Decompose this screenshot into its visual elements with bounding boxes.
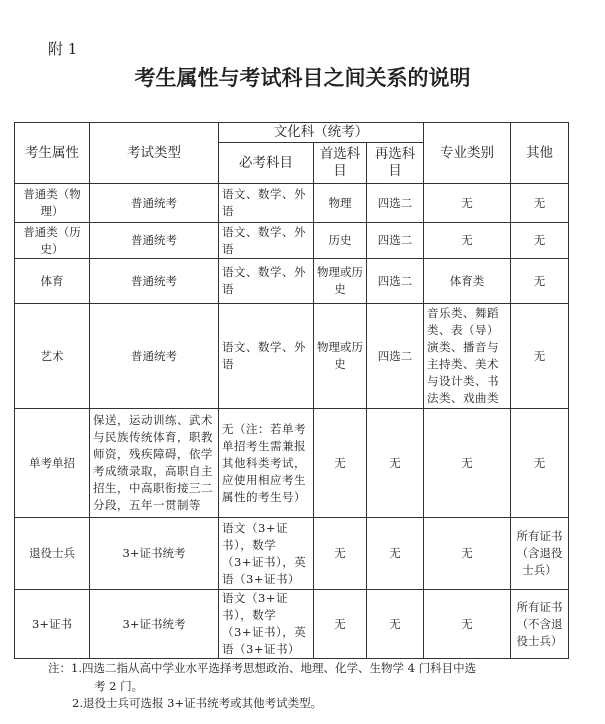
cell-attr: 退役士兵: [15, 518, 90, 590]
cell-required: 语文、数学、外语: [219, 184, 314, 223]
cell-second: 无: [367, 409, 424, 518]
table-row: [15, 590, 569, 659]
header-major: 专业类别: [424, 123, 511, 184]
header-second: 再选科目: [367, 143, 424, 184]
note-2: 2.退役士兵可选报 3+证书统考或其他考试类型。: [72, 696, 323, 710]
cell-major: 无: [424, 409, 511, 518]
cell-attr: 艺术: [15, 304, 90, 409]
cell-required: 语文（3+证书），数学（3+证书），英语（3+证书）: [219, 518, 314, 590]
cell-type: 保送，运动训练、武术与民族传统体育，职教师资，残疾障碍，依学考成绩录取，高职自主招生，中高职衔接三二分段，五年一贯制等: [90, 409, 219, 518]
cell-required: 无（注：若单考单招考生需兼报其他科类考试，应使用相应考生属性的考生号）: [219, 409, 314, 518]
cell-other: 所有证书（含退役士兵）: [511, 518, 569, 590]
cell-attr: 体育: [15, 259, 90, 304]
cell-second: 四选二: [367, 304, 424, 409]
cell-first: 无: [314, 409, 367, 518]
cell-first: 历史: [314, 223, 367, 259]
cell-major: 无: [424, 184, 511, 223]
cell-other: 无: [511, 409, 569, 518]
cell-attr: 普通类（历史）: [15, 223, 90, 259]
cell-first: 无: [314, 518, 367, 590]
header-attr: 考生属性: [15, 123, 90, 184]
cell-required: 语文（3+证书），数学（3+证书），英语（3+证书）: [219, 590, 314, 659]
cell-type: 普通统考: [90, 259, 219, 304]
cell-type: 普通统考: [90, 304, 219, 409]
header-required: 必考科目: [219, 143, 314, 184]
cell-type: 普通统考: [90, 223, 219, 259]
table-row: [15, 184, 569, 223]
cell-required: 语文、数学、外语: [219, 259, 314, 304]
cell-attr: 3+证书: [15, 590, 90, 659]
cell-second: 无: [367, 590, 424, 659]
relation-table: [14, 122, 569, 659]
cell-type: 普通统考: [90, 184, 219, 223]
cell-second: 四选二: [367, 223, 424, 259]
table-row: [15, 518, 569, 590]
cell-other: 无: [511, 184, 569, 223]
note-1-cont: 考 2 门。: [94, 678, 144, 693]
cell-first: 物理或历史: [314, 259, 367, 304]
cell-other: 所有证书（不含退役士兵）: [511, 590, 569, 659]
note-1: 1.四选二指从高中学业水平选择考思想政治、地理、化学、生物学 4 门科目中选: [71, 661, 477, 675]
cell-second: 无: [367, 518, 424, 590]
header-type: 考试类型: [90, 123, 219, 184]
table-row: [15, 223, 569, 259]
table-row: [15, 304, 569, 409]
header-culture: 文化科（统考）: [219, 123, 424, 143]
notes: [48, 660, 476, 713]
cell-first: 无: [314, 590, 367, 659]
cell-attr: 普通类（物理）: [15, 184, 90, 223]
table-row: [15, 409, 569, 518]
cell-other: 无: [511, 259, 569, 304]
cell-second: 四选二: [367, 184, 424, 223]
cell-other: 无: [511, 223, 569, 259]
cell-attr: 单考单招: [15, 409, 90, 518]
notes-prefix: 注：: [48, 661, 71, 675]
cell-type: 3+证书统考: [90, 590, 219, 659]
cell-first: 物理或历史: [314, 304, 367, 409]
cell-required: 语文、数学、外语: [219, 223, 314, 259]
page-title: 考生属性与考试科目之间关系的说明: [134, 66, 471, 90]
cell-major: 无: [424, 518, 511, 590]
header-first: 首选科目: [314, 143, 367, 184]
cell-major: 音乐类、舞蹈类、表（导）演类、播音与主持类、美术与设计类、书法类、戏曲类: [424, 304, 511, 409]
cell-type: 3+证书统考: [90, 518, 219, 590]
cell-major: 无: [424, 590, 511, 659]
cell-major: 无: [424, 223, 511, 259]
cell-required: 语文、数学、外语: [219, 304, 314, 409]
appendix-label: 附 1: [48, 40, 78, 58]
cell-second: 四选二: [367, 259, 424, 304]
cell-first: 物理: [314, 184, 367, 223]
table-row: [15, 259, 569, 304]
cell-major: 体育类: [424, 259, 511, 304]
header-other: 其他: [511, 123, 569, 184]
cell-other: 无: [511, 304, 569, 409]
